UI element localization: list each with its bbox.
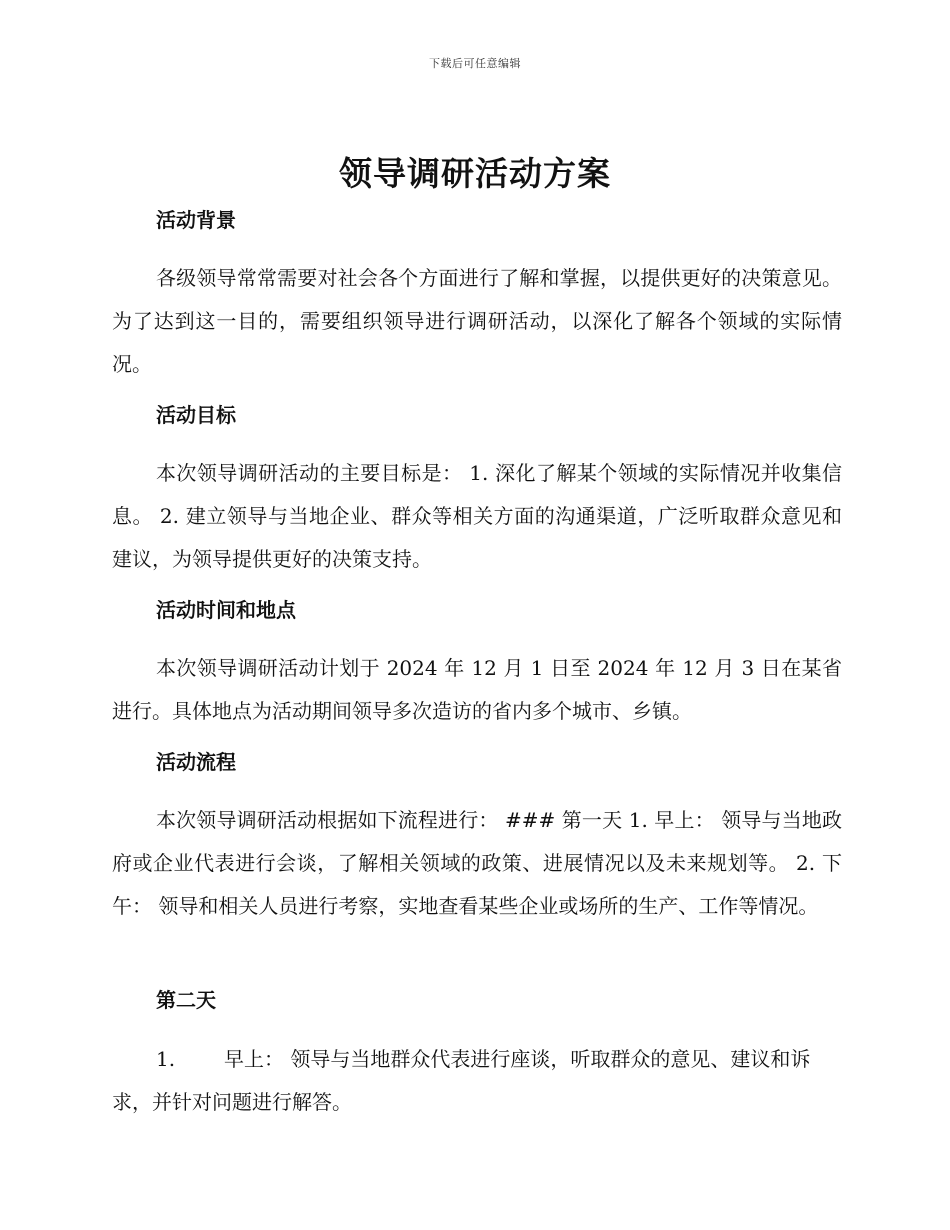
list-item bbox=[112, 1038, 842, 1124]
section-process bbox=[112, 748, 842, 928]
section-heading: 活动背景 bbox=[156, 208, 236, 232]
section-heading: 第二天 bbox=[156, 988, 216, 1012]
section-heading: 活动目标 bbox=[156, 403, 236, 427]
section-heading: 活动时间和地点 bbox=[156, 598, 296, 622]
section-heading: 活动流程 bbox=[156, 750, 236, 774]
list-item-text: 早上： 领导与当地群众代表进行座谈，听取群众的意见、建议和诉求，并针对问题进行解答。 bbox=[112, 1047, 811, 1114]
page-header-note: 下载后可任意编辑 bbox=[429, 57, 521, 70]
document-title: 领导调研活动方案 bbox=[339, 154, 611, 193]
section-time-location bbox=[112, 596, 842, 733]
section-goals bbox=[112, 401, 842, 581]
section-paragraph: 本次领导调研活动计划于 2024 年 12 月 1 日至 2024 年 12 月 3 日在某省进行。具体地点为活动期间领导多次造访的省内多个城市、乡镇。 bbox=[112, 656, 842, 723]
section-paragraph: 各级领导常常需要对社会各个方面进行了解和掌握，以提供更好的决策意见。为了达到这一目的，需要组织领导进行调研活动，以深化了解各个领域的实际情况。 bbox=[112, 266, 842, 376]
section-day-two bbox=[112, 986, 842, 1124]
section-paragraph: 本次领导调研活动根据如下流程进行： ### 第一天 1. 早上： 领导与当地政府或企业代表进行会谈，了解相关领域的政策、进展情况以及未来规划等。 2. 下午： 领导和相关人员进行考察，实地查看某些企业或场所的生产、工作等情况。 bbox=[112, 808, 842, 918]
list-item-number: 1. bbox=[156, 1047, 176, 1071]
section-paragraph: 本次领导调研活动的主要目标是： 1. 深化了解某个领域的实际情况并收集信息。 2. 建立领导与当地企业、群众等相关方面的沟通渠道，广泛听取群众意见和建议，为领导提供更好的决策支持。 bbox=[112, 461, 842, 571]
section-background bbox=[112, 206, 842, 386]
